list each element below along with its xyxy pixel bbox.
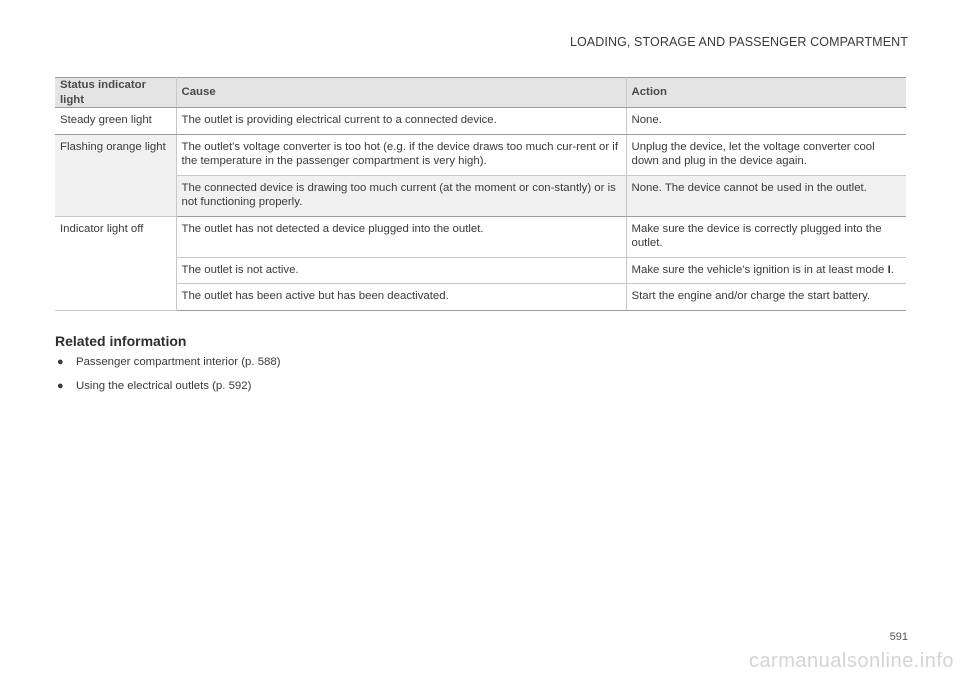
status-cell: Indicator light off xyxy=(55,216,176,310)
watermark: carmanualsonline.info xyxy=(748,650,954,672)
page-number: 591 xyxy=(889,631,908,643)
action-text: Make sure the vehicle's ignition is in at least mode xyxy=(631,263,888,276)
action-cell: None. The device cannot be used in the outlet. xyxy=(626,175,906,216)
cause-cell: The outlet is providing electrical current to a connected device. xyxy=(176,108,626,135)
action-cell xyxy=(626,257,906,284)
related-link-passenger-compartment[interactable] xyxy=(55,355,281,369)
cause-cell: The outlet is not active. xyxy=(176,257,626,284)
related-link-electrical-outlets[interactable] xyxy=(55,379,281,393)
section-header: LOADING, STORAGE AND PASSENGER COMPARTMENT xyxy=(569,35,908,49)
table-header-row xyxy=(55,78,906,108)
table-row xyxy=(55,175,906,216)
action-text-end: . xyxy=(890,263,894,276)
status-cell: Flashing orange light xyxy=(55,134,176,216)
related-link-label: Using the electrical outlets (p. 592) xyxy=(76,380,252,392)
column-header-action: Action xyxy=(626,78,906,108)
cause-cell: The outlet's voltage converter is too hot (e.g. if the device draws too much cur-rent or if the temperature in the passenger compartment is very high). xyxy=(176,134,626,175)
related-information xyxy=(55,333,281,403)
table-row xyxy=(55,257,906,284)
column-header-status: Status indicator light xyxy=(55,78,176,108)
cause-cell: The connected device is drawing too much current (at the moment or con-stantly) or is not functioning properly. xyxy=(176,175,626,216)
table-row xyxy=(55,284,906,311)
column-header-cause: Cause xyxy=(176,78,626,108)
action-cell: Start the engine and/or charge the start battery. xyxy=(626,284,906,311)
related-links-list xyxy=(55,355,281,393)
related-link-label: Passenger compartment interior (p. 588) xyxy=(76,356,281,368)
bullet-icon: ● xyxy=(57,356,64,368)
bullet-icon: ● xyxy=(57,380,64,392)
table-row xyxy=(55,134,906,175)
cause-cell: The outlet has not detected a device plugged into the outlet. xyxy=(176,216,626,257)
cause-cell: The outlet has been active but has been deactivated. xyxy=(176,284,626,311)
action-cell: Unplug the device, let the voltage converter cool down and plug in the device again. xyxy=(626,134,906,175)
status-cell: Steady green light xyxy=(55,108,176,135)
table-row xyxy=(55,216,906,257)
related-information-title: Related information xyxy=(55,333,187,349)
action-cell: None. xyxy=(626,108,906,135)
action-cell: Make sure the device is correctly plugged into the outlet. xyxy=(626,216,906,257)
status-indicator-table xyxy=(55,77,906,311)
ignition-mode-label: I xyxy=(887,263,891,276)
table-row xyxy=(55,108,906,135)
